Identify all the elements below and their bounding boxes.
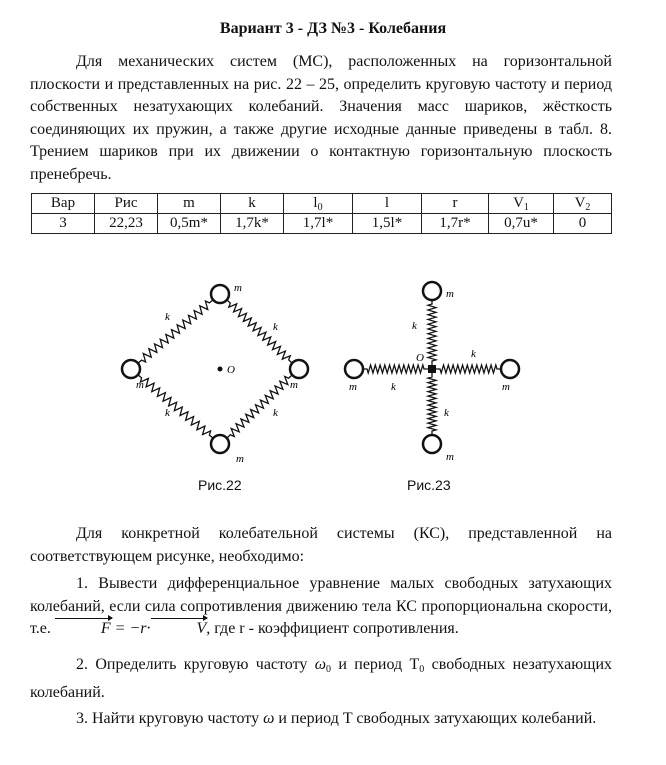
col-v1-main: V <box>513 194 524 211</box>
fig22-springs <box>137 299 293 439</box>
item3-omega: ω <box>263 710 275 727</box>
fig23-label-m-left: m <box>349 381 357 393</box>
fig23-label-m-top: m <box>446 288 454 300</box>
col-m: m <box>158 194 221 214</box>
fig23-mass-right <box>501 360 519 378</box>
fig23-center-point <box>428 365 436 373</box>
fig22-label-m-left: m <box>136 379 144 391</box>
problem-intro: Для механических систем (МС), расположенных на горизонтальной плоскости и представленных на рис. 22 – 25, определить круговую частоту и период собственных незатухающих колебаний. Значения масс шариков, жёсткость соединяющих их пружин, а также другие исходные данные приведены в табл. 8. Трением шариков при их движении о контактную горизонтальную плоскость пренебречь. <box>30 53 612 183</box>
task-item-1 <box>30 573 612 641</box>
fig22-spring-bottom-right <box>226 374 293 439</box>
col-l: l <box>353 194 422 214</box>
col-k: k <box>221 194 284 214</box>
col-r: r <box>422 194 489 214</box>
fig23-label-k-right: k <box>471 348 476 360</box>
col-l0-main: l <box>313 194 318 211</box>
col-v1-sub: 1 <box>523 201 529 213</box>
fig22-label-k-bl: k <box>165 407 170 419</box>
fig23-mass-bottom <box>423 435 441 453</box>
fig22-label-k-tr: k <box>273 321 278 333</box>
item1-velocity-vector: V <box>151 618 207 641</box>
cell-l: 1,5l* <box>353 214 422 234</box>
fig23-label-k-left: k <box>391 381 396 393</box>
fig23-caption: Рис.23 <box>407 477 451 493</box>
fig23-label-m-bottom: m <box>446 451 454 463</box>
figure-22-diagram <box>122 282 308 465</box>
fig23-mass-top <box>423 282 441 300</box>
cell-v2: 0 <box>554 214 612 234</box>
task-item-2 <box>30 654 612 704</box>
fig23-spring-right <box>436 365 501 373</box>
fig22-mass-right <box>290 360 308 378</box>
cell-l0: 1,7l* <box>284 214 353 234</box>
fig22-mass-top <box>211 285 229 303</box>
item1-force-vector: F <box>55 618 111 641</box>
col-fig: Рис <box>95 194 158 214</box>
task-item-3 <box>30 708 612 731</box>
cell-fig: 22,23 <box>95 214 158 234</box>
fig22-label-k-br: k <box>273 407 278 419</box>
fig22-mass-bottom <box>211 435 229 453</box>
cell-r: 1,7r* <box>422 214 489 234</box>
fig22-spring-bottom-left <box>137 374 214 439</box>
fig23-mass-left <box>345 360 363 378</box>
col-var: Вар <box>32 194 95 214</box>
fig23-label-o: O <box>416 352 424 364</box>
fig22-label-k-tl: k <box>165 311 170 323</box>
col-v2-main: V <box>574 194 586 211</box>
fig22-spring-top-left <box>137 299 214 364</box>
figure-23-diagram <box>345 282 519 463</box>
item3-text-end: и период T свободных затухающих колебаний. <box>278 710 597 727</box>
item1-formula-mid: = −r· <box>110 620 151 638</box>
item1-text-end: , где r - коэффициент сопротивления. <box>206 620 459 638</box>
item3-text: 3. Найти круговую частоту <box>76 710 260 727</box>
item2-text-mid: и период T <box>338 656 420 673</box>
fig22-label-m-right: m <box>290 379 298 391</box>
page-title: Вариант 3 - ДЗ №3 - Колебания <box>219 20 447 37</box>
item1-text: 1. Вывести дифференциальное уравнение малых свободных затухающих колебаний, если сила сопротивления движению тела КС пропорциональна скорости, т.е. <box>30 575 612 638</box>
cell-var: 3 <box>32 214 95 234</box>
fig23-label-m-right: m <box>502 381 510 393</box>
item2-text-end: свободных незатухающих колебаний. <box>30 656 613 701</box>
fig23-spring-bottom <box>428 373 436 435</box>
fig23-spring-top <box>428 300 436 365</box>
fig22-center-point <box>218 367 223 372</box>
fig22-caption: Рис.22 <box>198 477 242 493</box>
fig22-mass-left <box>122 360 140 378</box>
item2-omega: ω <box>314 656 327 673</box>
item2-omega-sub: 0 <box>326 664 332 675</box>
cell-v1: 0,7u* <box>489 214 554 234</box>
fig22-spring-top-right <box>226 299 293 364</box>
fig23-spring-left <box>363 365 428 373</box>
task-intro: Для конкретной колебательной системы (КС), представленной на соответствующем рисунке, необходимо: <box>30 525 612 565</box>
fig22-label-m-top: m <box>234 282 242 294</box>
item2-t-sub: 0 <box>419 664 425 675</box>
col-v2-sub: 2 <box>585 201 591 213</box>
fig22-label-o: O <box>227 364 235 376</box>
col-l0-sub: 0 <box>317 201 323 213</box>
fig23-label-k-top: k <box>412 320 417 332</box>
fig22-label-m-bottom: m <box>236 453 244 465</box>
cell-m: 0,5m* <box>158 214 221 234</box>
item2-text: 2. Определить круговую частоту <box>76 656 308 673</box>
fig23-label-k-bottom: k <box>444 407 449 419</box>
cell-k: 1,7k* <box>221 214 284 234</box>
